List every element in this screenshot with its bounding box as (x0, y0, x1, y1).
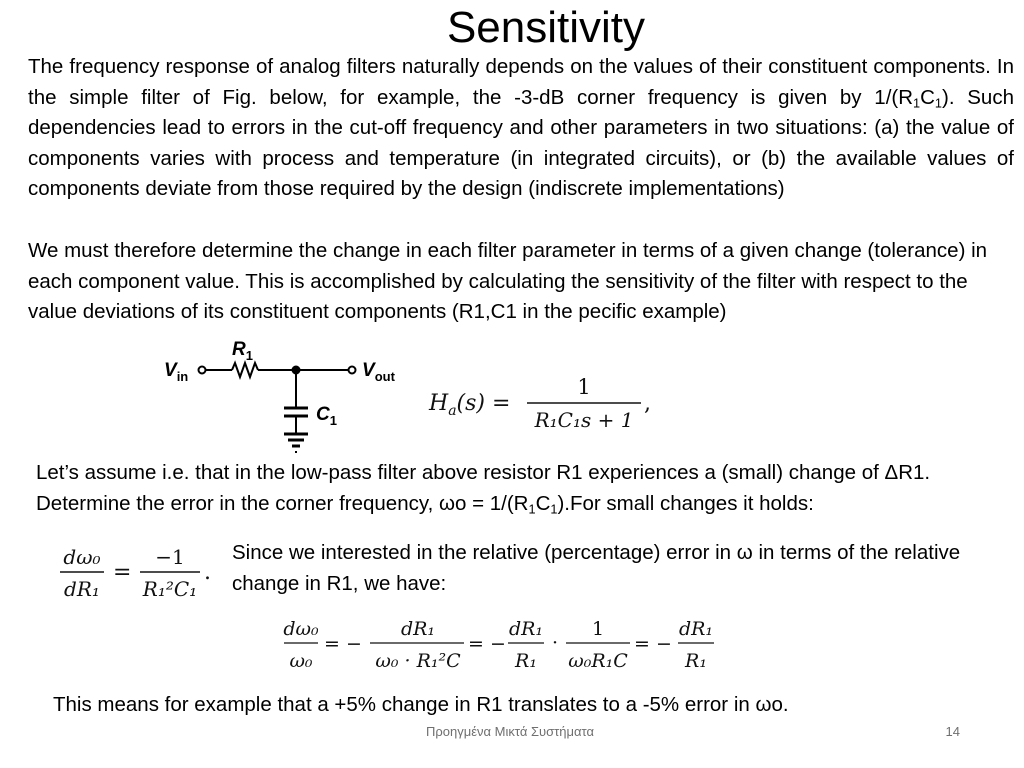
vout-terminal (349, 367, 356, 374)
paragraph-corner-frequency-text-a: Let’s assume i.e. that in the low-pass filter above resistor R1 experiences a (small) change of ΔR1. Determine the error in the corner frequency, ωo = 1/(R (36, 461, 931, 515)
rel-dot: · (552, 632, 559, 654)
paragraph-corner-frequency-sub-1: 1 (528, 501, 536, 517)
paragraph-intro-text-a: The frequency response of analog filters naturally depends on the values of their constituent components. In the simple filter of Fig. below, for example, the -3-dB corner frequency is given by 1/(R (28, 55, 1014, 109)
paragraph-intro-text-c: ). Such dependencies lead to errors in the cut-off frequency and other parameters in two situations: (a) the value of components varies with process and temperature (in integrated circuits), or (b) the available values of components deviate from those required by the design (indiscrete implementations) (28, 85, 1014, 201)
rel-f1-den: ω₀ (289, 650, 313, 672)
paragraph-intro-sub-2: 1 (934, 95, 942, 111)
page-number: 14 (945, 724, 960, 739)
paragraph-corner-frequency-sub-2: 1 (550, 501, 558, 517)
paragraph-corner-frequency (36, 458, 1011, 519)
c1-label: $C_1$ (316, 404, 337, 428)
derivative-lhs-numerator: dω₀ (63, 545, 101, 569)
derivative-equation (54, 540, 224, 608)
transfer-function-comma: , (644, 391, 651, 416)
derivative-rhs-denominator: R₁²C₁ (142, 577, 198, 601)
rel-eq-2: = − (468, 633, 506, 655)
paragraph-intro-sub-1: 1 (913, 95, 921, 111)
transfer-function-denominator: R₁C₁s + 1 (534, 408, 634, 432)
transfer-function-lhs: $H_a(s)$ = (429, 391, 511, 419)
rel-f1-num: dω₀ (283, 618, 319, 640)
rel-f2-num: dR₁ (400, 618, 436, 640)
resistor-r1-symbol (232, 363, 258, 377)
rel-eq-3: = − (634, 633, 672, 655)
vin-terminal (199, 367, 206, 374)
rel-f4-den: ω₀R₁C (568, 650, 628, 672)
rel-f3-den: R₁ (515, 650, 537, 672)
paragraph-sensitivity: We must therefore determine the change in each filter parameter in terms of a given change (tolerance) in each component value. This is accomplished by calculating the sensitivity of the filter with respect to the value deviations of its constituent components (R1,C1 in the pecific example) (28, 239, 988, 324)
derivative-lhs-denominator: dR₁ (64, 577, 100, 601)
ground-icon (284, 434, 308, 452)
paragraph-intro-text-b: C (920, 85, 935, 109)
relative-error-equation (280, 612, 730, 678)
vin-label: $V_{in}$ (164, 360, 189, 384)
derivative-period: . (204, 560, 211, 585)
slide-title: Sensitivity (446, 3, 646, 52)
paragraph-corner-frequency-text-b: C (535, 491, 551, 515)
transfer-function-equation (425, 370, 665, 438)
rel-f5-den: R₁ (685, 650, 707, 672)
paragraph-example-conclusion: This means for example that a +5% change in R1 translates to a -5% error in ωo. (53, 693, 789, 716)
rel-eq-1: = − (324, 633, 362, 655)
paragraph-corner-frequency-text-c: ).For small changes it holds: (557, 491, 814, 515)
paragraph-intro (28, 52, 1014, 205)
transfer-function-numerator: 1 (577, 375, 591, 399)
vout-label: $V_{out}$ (362, 360, 395, 384)
rc-lowpass-circuit (160, 336, 420, 458)
derivative-rhs-numerator: −1 (155, 545, 185, 569)
paragraph-relative-error: Since we interested in the relative (percentage) error in ω in terms of the relative change in R1, we have: (232, 541, 961, 595)
r1-label: $R_1$ (232, 339, 253, 363)
derivative-equals: = (113, 560, 132, 585)
rel-f2-den: ω₀ · R₁²C (375, 650, 461, 672)
rel-f5-num: dR₁ (678, 618, 714, 640)
footer-course-title: Προηγμένα Μικτά Συστήματα (426, 724, 594, 739)
rel-f3-num: dR₁ (508, 618, 544, 640)
rel-f4-num: 1 (591, 618, 605, 640)
